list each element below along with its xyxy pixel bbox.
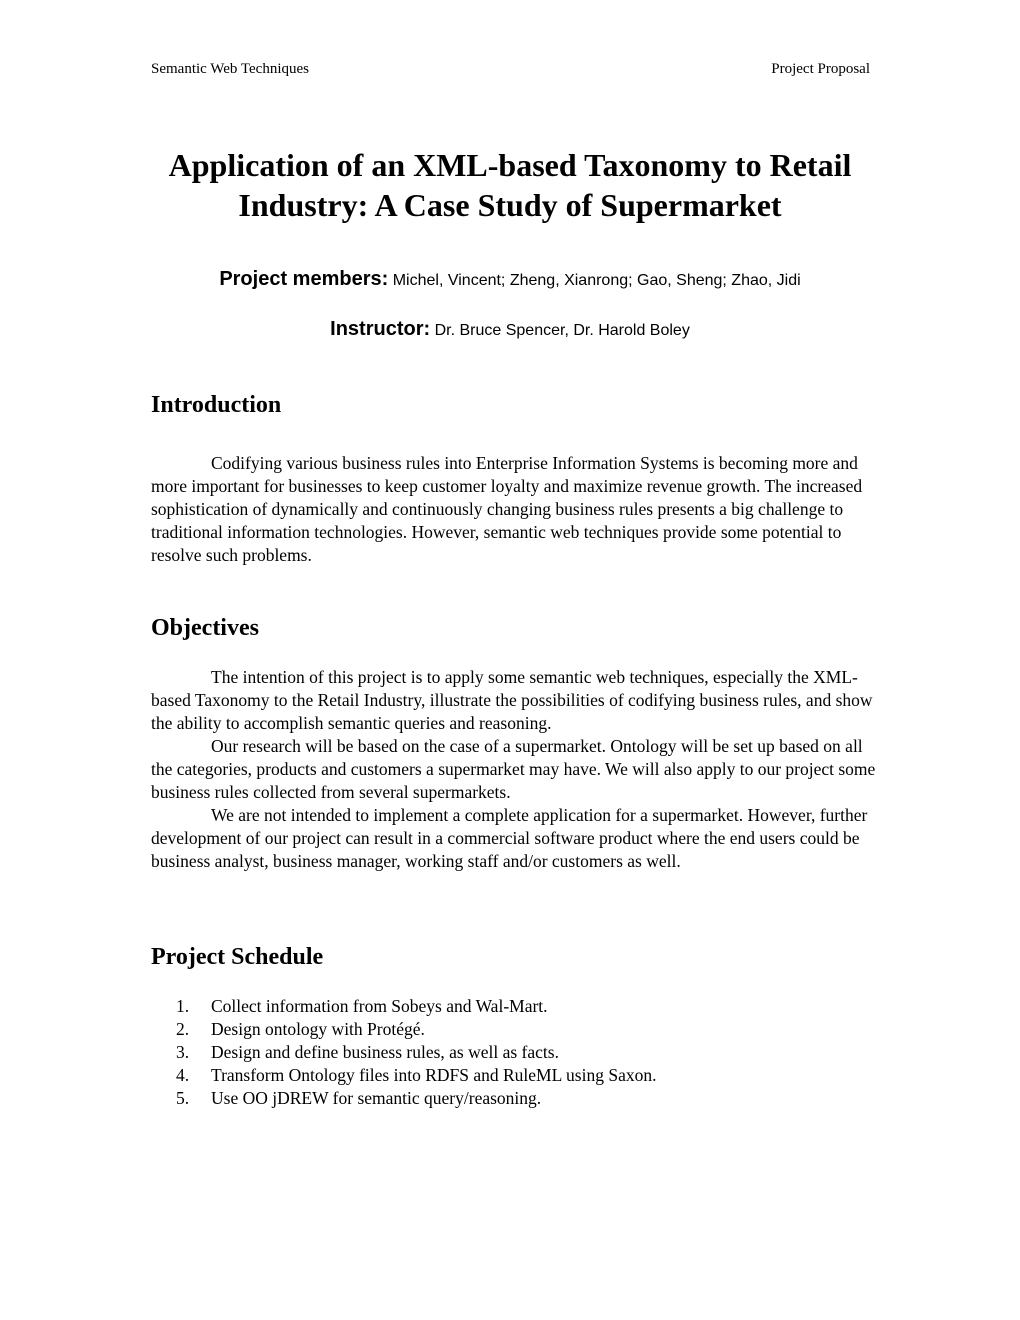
- list-item-text: Design ontology with Protégé.: [211, 1019, 425, 1039]
- header-course: Semantic Web Techniques: [151, 61, 309, 77]
- objectives-paragraph-1: The intention of this project is to apply some semantic web techniques, especially the XML-based Taxonomy to the Retail Industry, illustrate the possibilities of codifying business rules, and show the ability to accomplish semantic queries and reasoning.: [151, 667, 873, 733]
- list-item-number: 3.: [176, 1042, 190, 1062]
- title-line-2: Industry: A Case Study of Supermarket: [238, 187, 782, 223]
- list-item-text: Transform Ontology files into RDFS and RuleML using Saxon.: [211, 1065, 657, 1085]
- instructor: [110, 318, 910, 341]
- objectives-section: [151, 666, 876, 873]
- list-item: [151, 995, 656, 1018]
- list-item-text: Use OO jDREW for semantic query/reasoning.: [211, 1088, 542, 1108]
- title-line-1: Application of an XML-based Taxonomy to Retail: [168, 147, 852, 183]
- header-doc-type: Project Proposal: [771, 61, 870, 77]
- introduction-paragraph: Codifying various business rules into Enterprise Information Systems is becoming more and more important for businesses to keep customer loyalty and maximize revenue growth. The increased sophistication of dynamically and continuously changing business rules presents a big challenge to traditional information technologies. However, semantic web techniques provide some potential to resolve such problems.: [151, 453, 863, 565]
- introduction-section: [151, 452, 876, 567]
- list-item-number: 2.: [176, 1019, 190, 1039]
- list-item-number: 5.: [176, 1088, 190, 1108]
- list-item-number: 1.: [176, 996, 190, 1016]
- objectives-paragraph-3: We are not intended to implement a complete application for a supermarket. However, further development of our project can result in a commercial software product where the end users could be business analyst, business manager, working staff and/or customers as well.: [151, 805, 868, 871]
- list-item-number: 4.: [176, 1065, 190, 1085]
- list-item-text: Collect information from Sobeys and Wal-Mart.: [211, 996, 548, 1016]
- list-item: [151, 1041, 656, 1064]
- schedule-heading: Project Schedule: [151, 944, 324, 970]
- page-title: [110, 145, 910, 225]
- introduction-heading: Introduction: [151, 392, 282, 418]
- project-members-value: Michel, Vincent; Zheng, Xianrong; Gao, Sheng; Zhao, Jidi: [388, 272, 801, 289]
- list-item: [151, 1018, 656, 1041]
- objectives-heading: Objectives: [151, 615, 259, 641]
- project-members-label: Project members:: [219, 268, 389, 290]
- instructor-value: Dr. Bruce Spencer, Dr. Harold Boley: [430, 322, 690, 339]
- list-item: [151, 1087, 656, 1110]
- schedule-list: [151, 995, 656, 1110]
- list-item-text: Design and define business rules, as well as facts.: [211, 1042, 559, 1062]
- objectives-paragraph-2: Our research will be based on the case of a supermarket. Ontology will be set up based on all the categories, products and customers a supermarket may have. We will also apply to our project some business rules collected from several supermarkets.: [151, 736, 876, 802]
- list-item: [151, 1064, 656, 1087]
- instructor-label: Instructor:: [330, 318, 431, 340]
- project-members: [110, 268, 910, 291]
